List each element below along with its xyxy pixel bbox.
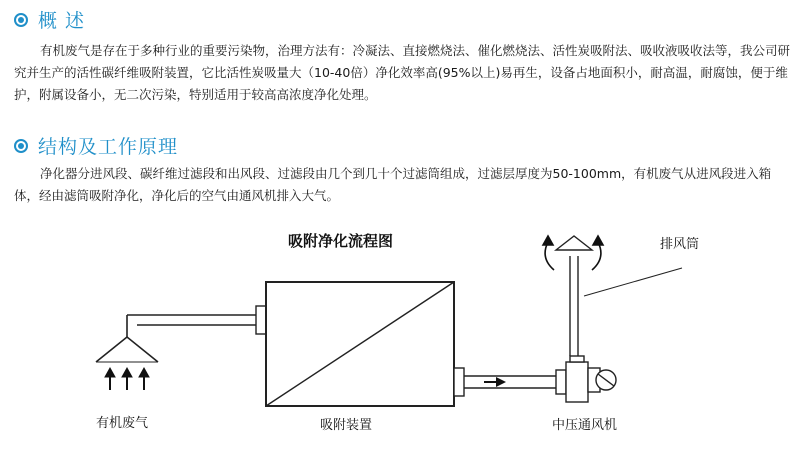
fan-unit <box>556 356 616 402</box>
adsorber-box <box>266 282 454 406</box>
inlet-hood <box>96 315 256 362</box>
exhaust-stack <box>556 236 592 356</box>
inlet-flange <box>256 306 266 334</box>
section-title: 概 述 <box>38 10 86 32</box>
flow-arrow-icon <box>484 377 506 387</box>
section-heading-structure <box>14 132 178 159</box>
label-adsorber: 吸附装置 <box>320 418 373 433</box>
structure-paragraph: 净化器分进风段、碳纤维过滤段和出风段、过滤段由几个到几十个过滤筒组成，过滤层厚度为50-100mm，有机废气从进风段进入箱体，经由滤筒吸附净化，净化后的空气由通风机排入大气。 <box>14 166 772 203</box>
overview-paragraph: 有机废气是存在于多种行业的重要污染物，治理方法有：冷凝法、直接燃烧法、催化燃烧法、活性炭吸附法、吸收液吸收法等，我公司研究并生产的活性碳纤维吸附装置，它比活性炭吸量大（10-40倍）净化效率高(95%以上)易再生，设备占地面积小，耐高温，耐腐蚀，便于维护，附属设备小，无二次污染，特别适用于较高高浓度净化处理。 <box>14 43 791 102</box>
circle-bullet-icon <box>14 139 28 153</box>
diagram-title: 吸附净化流程图 <box>288 232 394 250</box>
label-stack: 排风筒 <box>660 237 700 252</box>
adsorption-flow-diagram <box>0 212 802 468</box>
inflow-arrows-icon <box>105 368 149 390</box>
section-title: 结构及工作原理 <box>38 136 179 158</box>
section-heading-overview <box>14 6 85 33</box>
label-fan: 中压通风机 <box>552 418 618 433</box>
stack-leader-line <box>584 268 682 296</box>
circle-bullet-icon <box>14 13 28 27</box>
label-inlet: 有机废气 <box>96 416 149 431</box>
